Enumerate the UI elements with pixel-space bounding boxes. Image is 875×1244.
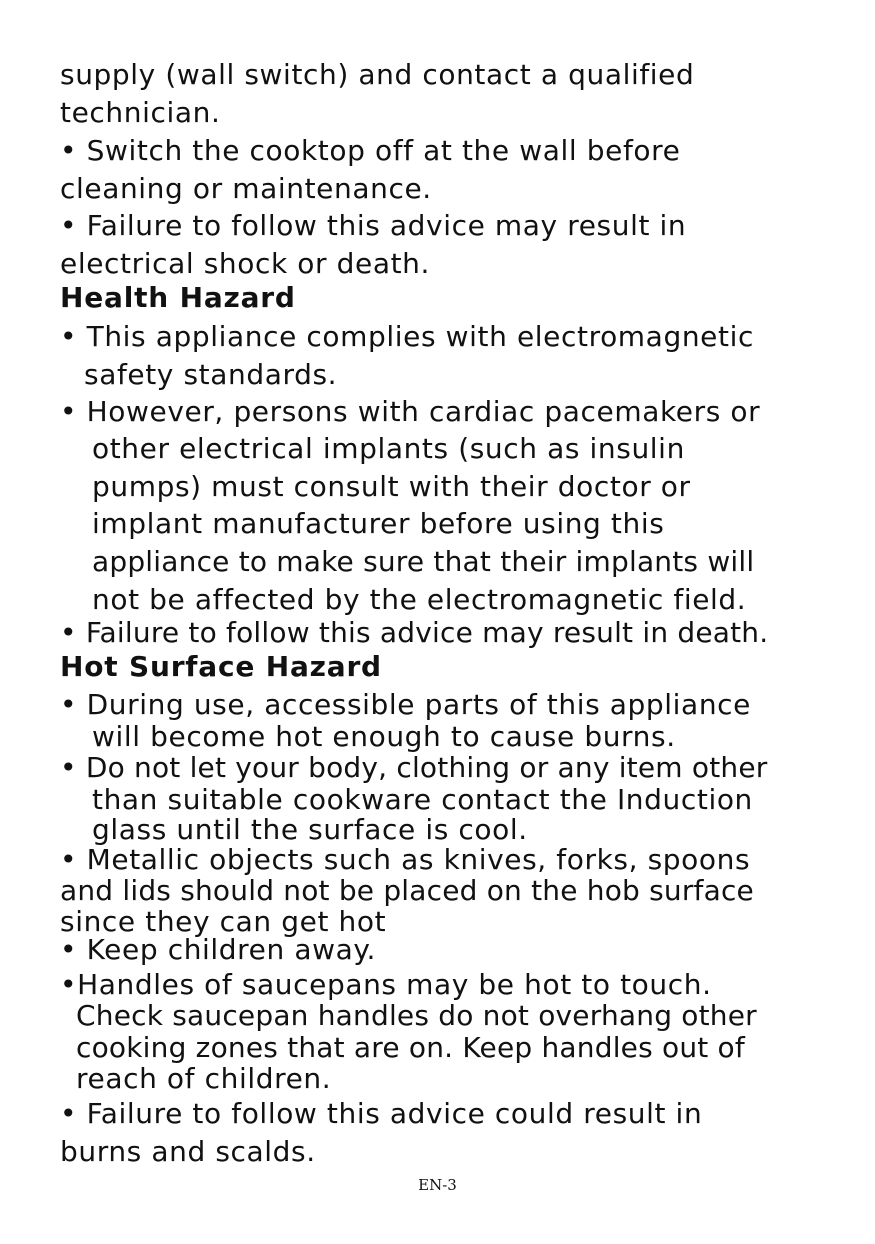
body-text-line: since they can get hot: [60, 905, 387, 938]
body-text-line: cleaning or maintenance.: [60, 172, 432, 205]
body-text-line: technician.: [60, 96, 221, 129]
bullet-item: • Keep children away.: [60, 933, 377, 966]
bullet-item: • Metallic objects such as knives, forks, spoons: [60, 843, 751, 876]
body-text-line: electrical shock or death.: [60, 247, 431, 280]
bullet-item: • Failure to follow this advice may result in: [60, 209, 687, 242]
bullet-item: • This appliance complies with electromagnetic: [60, 320, 754, 353]
body-text-line: implant manufacturer before using this: [92, 507, 665, 540]
body-text-line: pumps) must consult with their doctor or: [92, 470, 691, 503]
bullet-item: • Failure to follow this advice could result in: [60, 1097, 703, 1130]
body-text-line: not be affected by the electromagnetic field.: [92, 583, 747, 616]
body-text-line: supply (wall switch) and contact a qualified: [60, 58, 695, 91]
body-text-line: than suitable cookware contact the Induction: [92, 783, 753, 816]
body-text-line: reach of children.: [76, 1062, 332, 1095]
body-text-line: safety standards.: [84, 358, 338, 391]
body-text-line: other electrical implants (such as insulin: [92, 432, 685, 465]
body-text-line: appliance to make sure that their implants will: [92, 545, 755, 578]
bullet-item: • Failure to follow this advice may result in death.: [60, 616, 769, 649]
body-text-line: and lids should not be placed on the hob surface: [60, 874, 754, 907]
bullet-item: • Switch the cooktop off at the wall before: [60, 134, 681, 167]
body-text-line: burns and scalds.: [60, 1135, 316, 1168]
body-text-line: cooking zones that are on. Keep handles out of: [76, 1031, 745, 1064]
body-text-line: will become hot enough to cause burns.: [92, 720, 676, 753]
section-heading-health-hazard: Health Hazard: [60, 281, 296, 314]
body-text-line: glass until the surface is cool.: [92, 813, 528, 846]
section-heading-hot-surface-hazard: Hot Surface Hazard: [60, 650, 382, 683]
bullet-item: • During use, accessible parts of this appliance: [60, 688, 751, 721]
bullet-item: • However, persons with cardiac pacemakers or: [60, 395, 761, 428]
bullet-item: •Handles of saucepans may be hot to touch.: [60, 968, 712, 1001]
body-text-line: Check saucepan handles do not overhang other: [76, 999, 757, 1032]
bullet-item: • Do not let your body, clothing or any item other: [60, 751, 768, 784]
page-number: EN-3: [418, 1176, 457, 1194]
